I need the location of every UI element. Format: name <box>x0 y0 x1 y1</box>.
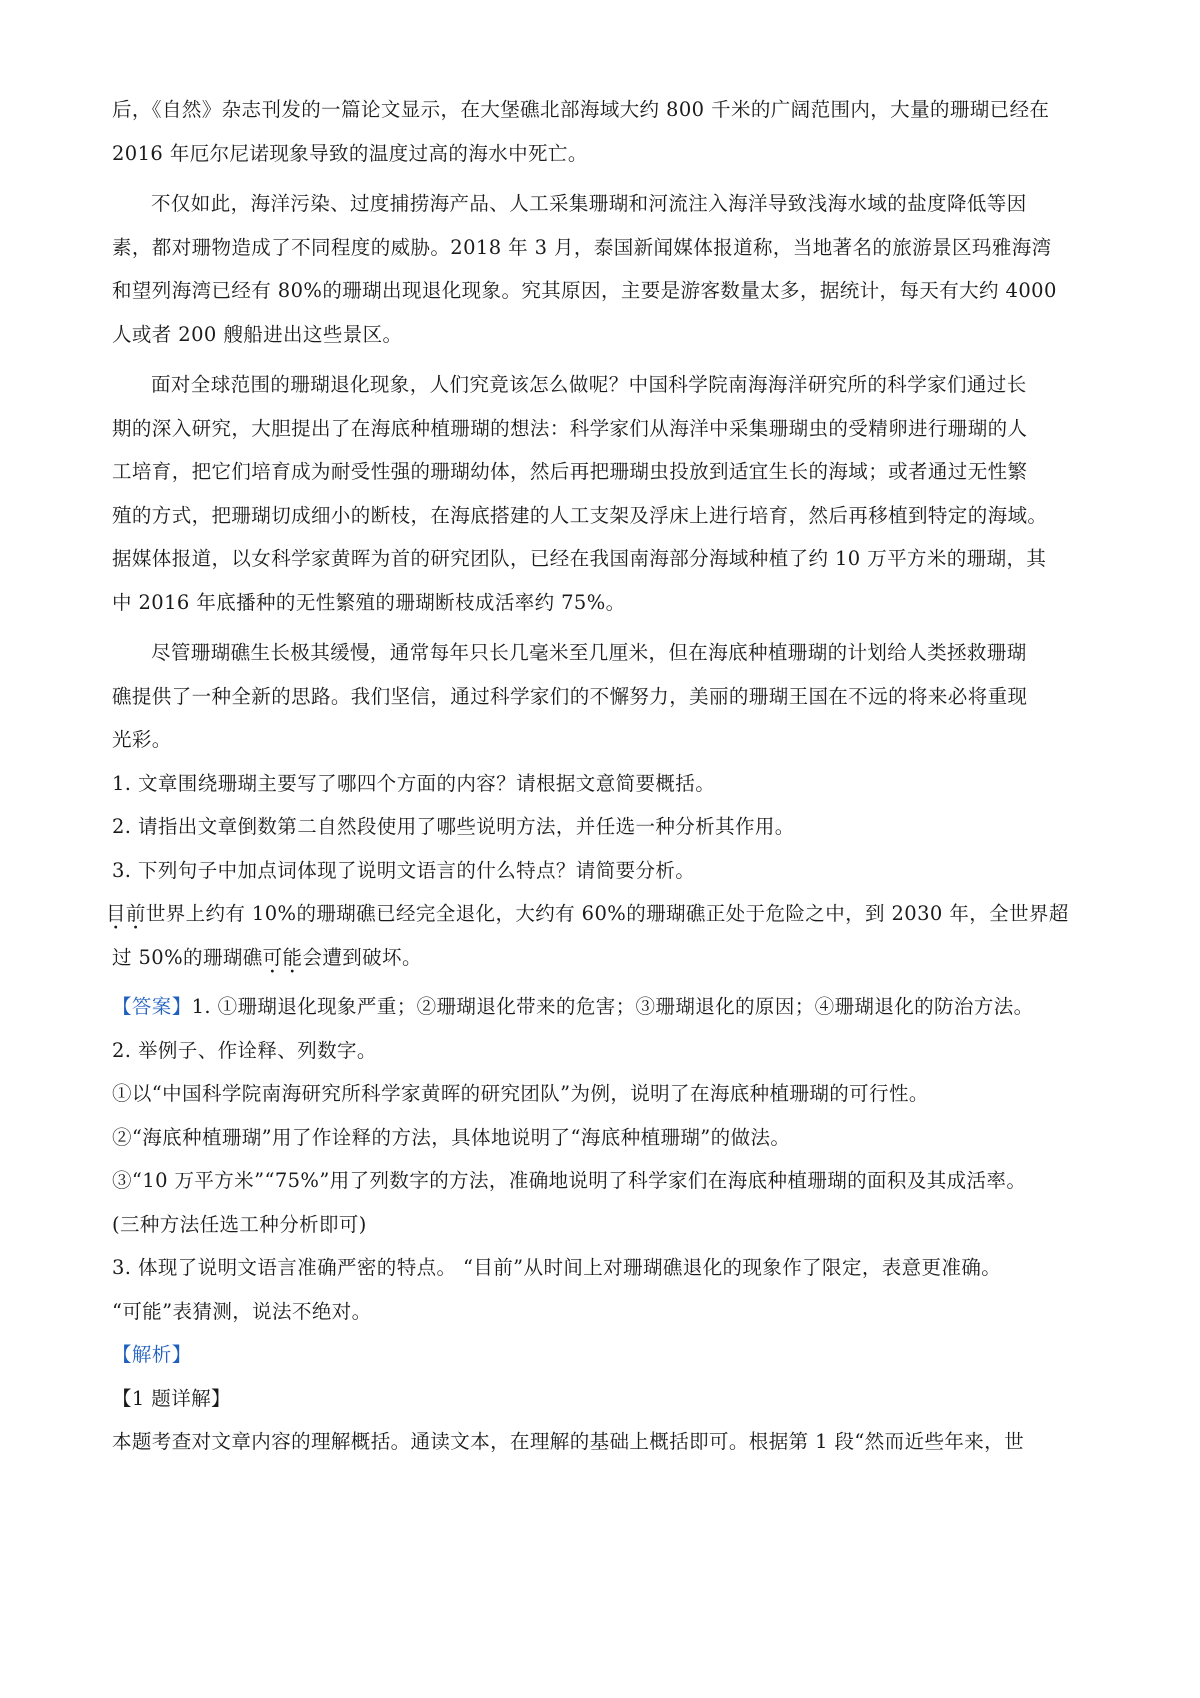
article-p3-line1: 面对全球范围的珊瑚退化现象，人们究竟该怎么做呢？中国科学院南海海洋研究所的科学家们通过长 <box>151 373 1027 396</box>
article-p3-line2: 期的深入研究，大胆提出了在海底种植珊瑚的想法：科学家们从海洋中采集珊瑚虫的受精卵进行珊瑚的人 <box>112 416 1028 440</box>
article-p3-line6: 中 2016 年底播种的无性繁殖的珊瑚断枝成活率约 75%。 <box>112 590 626 614</box>
analysis-subheading-1: 【1 题详解】 <box>112 1386 231 1410</box>
answer-1-line <box>112 985 1102 1029</box>
question-1: 1. 文章围绕珊瑚主要写了哪四个方面的内容？请根据文意简要概括。 <box>112 771 716 795</box>
answer-2-item-3: ③“10 万平方米”“75%”用了列数字的方法，准确地说明了科学家们在海底种植珊瑚的面积及其成活率。 <box>112 1169 1027 1192</box>
article-p4-line2: 礁提供了一种全新的思路。我们坚信，通过科学家们的不懈努力，美丽的珊瑚王国在不远的将来必将重现 <box>112 684 1028 708</box>
answer-3: 3. 体现了说明文语言准确严密的特点。 “目前”从时间上对珊瑚礁退化的现象作了限定，表意更准确。 <box>112 1256 1002 1279</box>
article-p4-line3: 光彩。 <box>112 728 172 751</box>
answer-tag: 【答案】 <box>112 995 192 1018</box>
sentence-rest-1: 世界上约有 10%的珊瑚礁已经完全退化，大约有 60%的珊瑚礁正处于危险之中，到 2030 年，全世界超 <box>145 902 1069 925</box>
article-p3-line4: 殖的方式，把珊瑚切成细小的断枝，在海底搭建的人工支架及浮床上进行培育，然后再移植到特定的海域。 <box>112 503 1048 527</box>
article-p3-line5: 据媒体报道，以女科学家黄晖为首的研究团队，已经在我国南海部分海域种植了约 10 万平方米的珊瑚，其 <box>112 547 1047 570</box>
question-3: 3. 下列句子中加点词体现了说明文语言的什么特点？请简要分析。 <box>112 858 696 882</box>
answer-2-note: (三种方法任选工种分析即可) <box>112 1212 367 1236</box>
analysis-tag: 【解析】 <box>112 1343 192 1366</box>
sentence-part-2b: 会遭到破坏。 <box>302 945 422 969</box>
article-p2-line2: 素，都对珊物造成了不同程度的威胁。2018 年 3 月，泰国新闻媒体报道称，当地著名的旅游景区玛雅海湾 <box>112 235 1052 259</box>
dotted-char-ke: 可 <box>262 945 283 969</box>
sentence-part-2a: 过 50%的珊瑚礁 <box>112 945 263 969</box>
dotted-char-mu: 目 <box>106 902 126 925</box>
article-p1-line1: 后，《自然》杂志刊发的一篇论文显示，在大堡礁北部海域大约 800 千米的广阔范围内，大量的珊瑚已经在 <box>112 98 1050 121</box>
answer-2-item-2: ②“海底种植珊瑚”用了作诠释的方法，具体地说明了“海底种植珊瑚”的做法。 <box>112 1125 791 1149</box>
article-p2-line3: 和望列海湾已经有 80%的珊瑚出现退化现象。究其原因，主要是游客数量太多，据统计，每天有大约 4000 <box>112 279 1057 302</box>
answer-3-continued: “可能”表猜测，说法不绝对。 <box>112 1299 372 1323</box>
article-p4-line1: 尽管珊瑚礁生长极其缓慢，通常每年只长几毫米至几厘米，但在海底种植珊瑚的计划给人类拯救珊瑚 <box>151 641 1027 664</box>
question-3-sentence-line1 <box>106 892 1102 936</box>
article-p2-line4: 人或者 200 艘船进出这些景区。 <box>112 322 403 346</box>
article-p3-line3: 工培育，把它们培育成为耐受性强的珊瑚幼体，然后再把珊瑚虫投放到适宜生长的海域；或者通过无性繁 <box>112 460 1028 483</box>
dotted-char-qian: 前 <box>125 902 146 925</box>
answer-1: 1. ①珊瑚退化现象严重；②珊瑚退化带来的危害；③珊瑚退化的原因；④珊瑚退化的防治方法。 <box>191 995 1034 1018</box>
article-p1-line2: 2016 年厄尔尼诺现象导致的温度过高的海水中死亡。 <box>112 141 588 165</box>
answer-2: 2. 举例子、作诠释、列数字。 <box>112 1038 377 1062</box>
question-3-sentence-line2 <box>112 936 1102 980</box>
document-page <box>106 88 1102 1464</box>
article-p2-line1: 不仅如此，海洋污染、过度捕捞海产品、人工采集珊瑚和河流注入海洋导致浅海水域的盐度降低等因 <box>151 192 1027 215</box>
analysis-text: 本题考查对文章内容的理解概括。通读文本，在理解的基础上概括即可。根据第 1 段“然而近些年来，世 <box>112 1430 1024 1453</box>
dotted-char-neng: 能 <box>282 945 303 969</box>
question-2: 2. 请指出文章倒数第二自然段使用了哪些说明方法，并任选一种分析其作用。 <box>112 815 795 838</box>
answer-2-item-1: ①以“中国科学院南海研究所科学家黄晖的研究团队”为例，说明了在海底种植珊瑚的可行性。 <box>112 1082 929 1105</box>
